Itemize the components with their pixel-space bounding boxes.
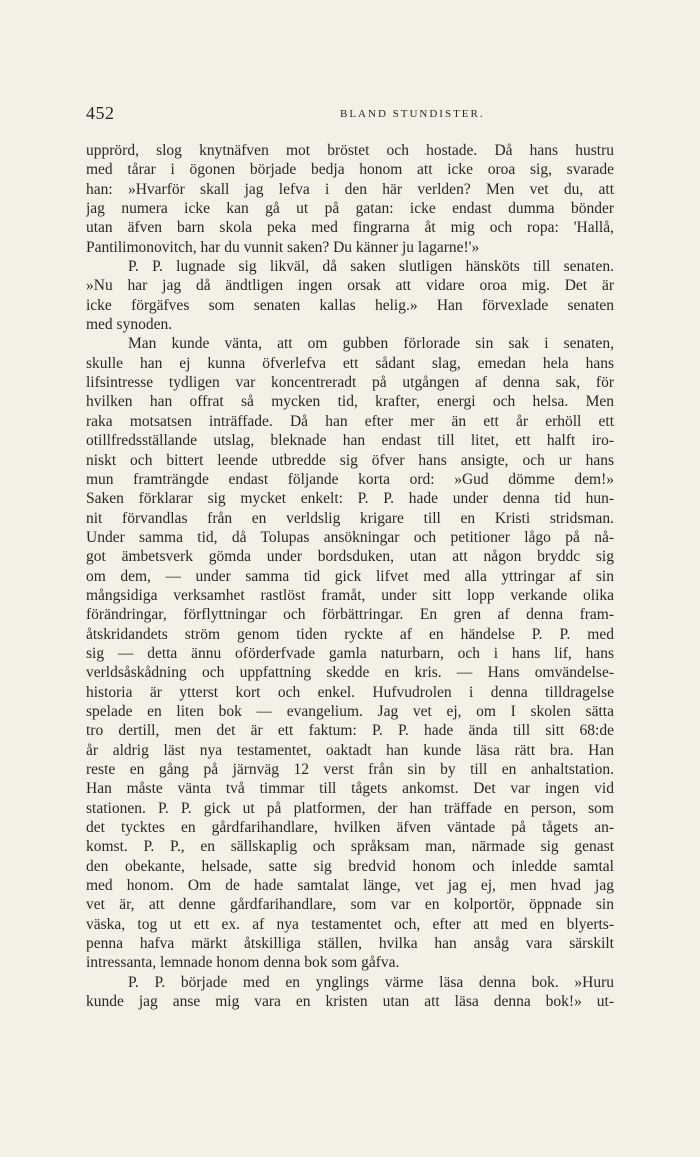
- text-line: år aldrig läst nya testamentet, oaktadt han kunde läsa rätt bra. Han: [86, 741, 614, 759]
- text-line: med honom. Om de hade samtalat länge, vet jag ej, men hvad jag: [86, 877, 614, 895]
- text-line: väska, tog ut ett ex. af nya testamentet och, efter att med en blyerts-: [86, 915, 614, 933]
- text-line: Han måste vänta två timmar till tågets ankomst. Det var ingen vid: [86, 780, 614, 798]
- text-line: om dem, — under samma tid gick lifvet med alla yttringar af sin: [86, 567, 614, 585]
- text-line: verldsåskådning och uppfattning skedde en kris. — Hans omvändelse-: [86, 664, 614, 682]
- text-line: utan äfven barn skola peka med fingrarna åt mig och ropa: 'Hallå,: [86, 219, 614, 237]
- text-line: sig — detta ännu oförderfvade gamla naturbarn, och i hans lif, hans: [86, 644, 614, 662]
- text-line: icke förgäfves som senaten kallas helig.» Han förvexlade senaten: [86, 296, 614, 314]
- text-line: tro dertill, men det är ett faktum: P. P. hade ända till sitt 68:de: [86, 722, 614, 740]
- text-line: vet är, att denne gårdfarihandlare, som var en kolportör, öppnade sin: [86, 896, 614, 914]
- text-line: reste en gång på järnväg 12 verst från sin by till en anhaltstation.: [86, 761, 614, 778]
- text-line: jag numera icke kan gå ut på gatan: icke endast dumma bönder: [86, 200, 614, 218]
- text-line: med synoden.: [86, 316, 173, 334]
- text-line: åtskridandets ström genom tiden ryckte af en händelse P. P. med: [86, 625, 614, 643]
- text-line: penna hafva märkt åtskilliga ställen, hvilka han ansåg vara särskilt: [86, 935, 614, 953]
- text-line: historia är ytterst kort och enkel. Hufvudrolen i denna tilldragelse: [86, 683, 614, 701]
- text-line: komst. P. P., en sällskaplig och språksam man, närmade sig genast: [86, 838, 614, 856]
- text-line: niskt och bittert leende utbredde sig öfver hans ansigte, och ur hans: [86, 451, 614, 469]
- text-line: mångsidiga verksamhet rastlöst framåt, under sitt lopp verkande olika: [86, 586, 614, 604]
- page-header: [86, 103, 614, 127]
- running-head: BLAND STUNDISTER.: [340, 108, 485, 120]
- text-line: mun framträngde endast följande korta ord: »Gud dömme dem!»: [86, 470, 614, 488]
- text-line: med tårar i ögonen började bedja honom att icke oroa sig, svarade: [86, 161, 614, 179]
- text-line: kunde jag anse mig vara en kristen utan att läsa denna bok!» ut-: [86, 993, 614, 1011]
- text-line: nit förvandlas från en verldslig krigare till en Kristi stridsman.: [86, 509, 614, 527]
- page-number: 452: [86, 103, 115, 123]
- text-line: förändringar, förflyttningar och förbättringar. En gren af denna fram-: [86, 606, 614, 624]
- text-line: Saken förklarar sig mycket enkelt: P. P. hade under denna tid hun-: [86, 490, 614, 508]
- text-line: P. P. började med en ynglings värme läsa denna bok. »Huru: [128, 973, 614, 991]
- text-line: spelade en liten bok — evangelium. Jag vet ej, om I skolen sätta: [86, 702, 614, 720]
- text-line: det tycktes en gårdfarihandlare, hvilken äfven väntade på tågets an-: [86, 819, 614, 837]
- text-line: han: »Hvarför skall jag lefva i den här verlden? Men vet du, att: [86, 180, 614, 198]
- text-line: Under samma tid, då Tolupas ansökningar och petitioner lågo på nå-: [86, 528, 614, 546]
- text-line: stationen. P. P. gick ut på platformen, der han träffade en person, som: [86, 799, 614, 817]
- text-line: Pantilimonovitch, har du vunnit saken? Du känner ju lagarne!'»: [86, 238, 480, 256]
- text-line: otillfredsställande utslag, bleknade han endast till litet, ett halft iro-: [86, 432, 614, 450]
- text-line: skulle han ej kunna öfverlefva ett sådant slag, emedan hela hans: [86, 354, 614, 372]
- body-text: [86, 141, 614, 1011]
- text-line: Man kunde vänta, att om gubben förlorade sin sak i senaten,: [128, 335, 614, 353]
- text-line: intressanta, lemnade honom denna bok som gåfva.: [86, 954, 400, 972]
- text-line: got ämbetsverk gömda under bordsduken, utan att någon bryddc sig: [86, 548, 614, 566]
- text-line: hvilken han offrat så mycken tid, krafter, energi och helsa. Men: [86, 393, 614, 411]
- text-line: P. P. lugnade sig likväl, då saken slutligen hänsköts till senaten.: [128, 258, 614, 276]
- text-line: raka motsatsen inträffade. Då han efter mer än ett år erhöll ett: [86, 412, 614, 430]
- text-line: den obekante, helsade, satte sig bredvid honom och inledde samtal: [86, 857, 614, 875]
- text-line: lifsintresse tydligen var koncentreradt på utgången af denna sak, för: [86, 374, 614, 392]
- text-line: »Nu har jag då ändtligen ingen orsak att vidare oroa mig. Det är: [86, 277, 614, 295]
- text-line: upprörd, slog knytnäfven mot bröstet och hostade. Då hans hustru: [86, 142, 614, 159]
